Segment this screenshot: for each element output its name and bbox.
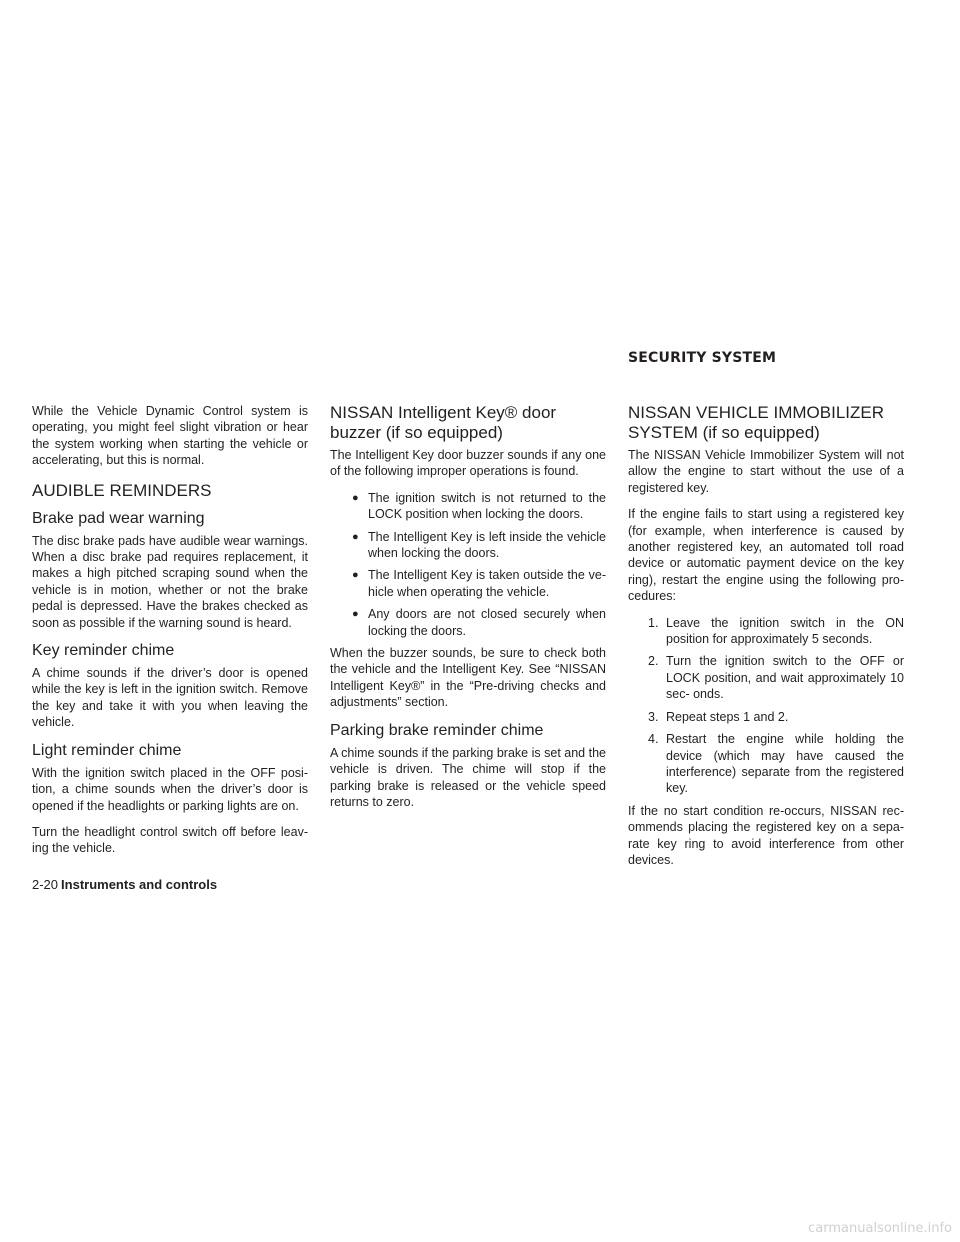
parking-brake-paragraph: A chime sounds if the parking brake is set and the vehicle is driven. The chime will stop if the parking brake is released or the vehicle speed returns to zero. [330, 745, 606, 809]
vdc-intro-paragraph: While the Vehicle Dynamic Control system is operating, you might feel slight vibration or hear the system working when starting the vehicle or accelerating, but this is normal. [32, 404, 308, 468]
key-reminder-paragraph: A chime sounds if the driver’s door is opened while the key is left in the ignition switch. Remove the key and take it with you when leaving the vehicle. [32, 666, 308, 730]
page-footer [32, 877, 217, 892]
bullet-icon: ● [352, 491, 359, 504]
light-reminder-paragraph-2: Turn the headlight control switch off before leav- ing the vehicle. [32, 824, 308, 856]
page-number: 2-20 [32, 877, 59, 892]
list-item: ● The Intelligent Key is left inside the vehicle when locking the doors. [352, 529, 606, 561]
parking-brake-heading: Parking brake reminder chime [330, 721, 544, 739]
door-buzzer-heading: NISSAN Intelligent Key® door buzzer (if so equipped) [330, 403, 557, 442]
column-1 [32, 403, 308, 867]
bullet-icon: ● [352, 530, 359, 543]
light-reminder-paragraph-1: With the ignition switch placed in the OFF posi- tion, a chime sounds when the driver’s door is opened if the headlights or parking lights are on. [32, 765, 308, 813]
audible-reminders-heading: AUDIBLE REMINDERS [32, 480, 212, 500]
bullet-icon: ● [352, 608, 359, 621]
light-reminder-heading: Light reminder chime [32, 741, 182, 759]
door-buzzer-list [330, 490, 606, 639]
immobilizer-paragraph-2: If the engine fails to start using a registered key (for example, when interference is caused by another registered key, an automated toll road device or automatic payment device on the key ring), restart the engine using the following pro- cedures: [628, 507, 904, 604]
column-2 [330, 403, 606, 820]
immobilizer-heading: NISSAN VEHICLE IMMOBILIZER SYSTEM (if so equipped) [628, 403, 884, 442]
column-3 [628, 403, 904, 878]
list-item: 2. Turn the ignition switch to the OFF or LOCK position, and wait approximately 10 sec- onds. [648, 654, 904, 702]
door-buzzer-intro: The Intelligent Key door buzzer sounds if any one of the following improper operations is found. [330, 448, 606, 479]
key-reminder-heading: Key reminder chime [32, 642, 175, 660]
watermark: carmanualsonline.info [808, 1221, 952, 1236]
section-header: SECURITY SYSTEM [628, 350, 777, 366]
list-item: ● Any doors are not closed securely when locking the doors. [352, 607, 606, 638]
immobilizer-paragraph-1: The NISSAN Vehicle Immobilizer System will not allow the engine to start without the use of a registered key. [628, 448, 904, 495]
list-item: ● The ignition switch is not returned to the LOCK position when locking the doors. [352, 490, 606, 522]
list-item: 4. Restart the engine while holding the device (which may have caused the interference) separate from the registered key. [648, 732, 904, 796]
list-item: 1. Leave the ignition switch in the ON position for approximately 5 seconds. [648, 615, 904, 647]
immobilizer-paragraph-3: If the no start condition re-occurs, NISSAN rec- ommends placing the registered key on a sepa- rate key ring to avoid interference from other devices. [628, 803, 904, 867]
brake-pad-paragraph: The disc brake pads have audible wear warnings. When a disc brake pad requires replacement, it makes a high pitched scraping sound when the vehicle is in motion, whether or not the brake pedal is depressed. Have the brakes checked as soon as possible if the warning sound is heard. [32, 533, 308, 630]
brake-pad-heading: Brake pad wear warning [32, 509, 205, 527]
restart-steps-list [628, 615, 904, 797]
chapter-title: Instruments and controls [61, 877, 218, 892]
bullet-icon: ● [352, 569, 359, 582]
door-buzzer-note: When the buzzer sounds, be sure to check both the vehicle and the Intelligent Key. See “NISSAN Intelligent Key®” in the “Pre-driving checks and adjustments” section. [330, 646, 606, 710]
list-item: 3. Repeat steps 1 and 2. [648, 709, 789, 724]
list-item: ● The Intelligent Key is taken outside the ve- hicle when operating the vehicle. [352, 568, 606, 599]
